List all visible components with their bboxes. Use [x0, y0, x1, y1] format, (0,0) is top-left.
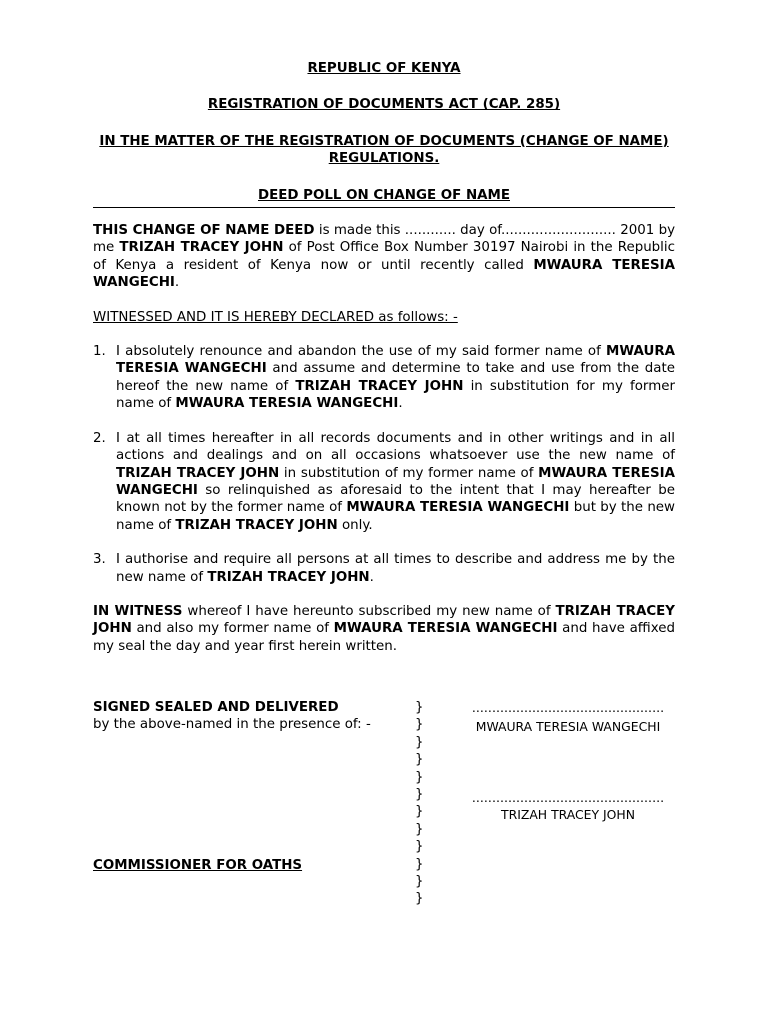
clause-bold-name: MWAURA TERESIA WANGECHI	[175, 396, 399, 412]
clause-list	[93, 343, 675, 586]
brace: }	[415, 821, 424, 837]
clause-bold-name: TRIZAH TRACEY JOHN	[116, 465, 280, 481]
intro-paragraph	[93, 222, 675, 292]
clause-bold-name: MWAURA TERESIA WANGECHI	[116, 465, 675, 498]
signature-block	[93, 699, 675, 919]
clause-text: .	[369, 569, 374, 585]
clause-2	[93, 430, 675, 534]
signature-line-new: ................................................	[471, 790, 665, 805]
brace: }	[415, 717, 424, 733]
commissioner-label: COMMISSIONER FOR OATHS	[93, 858, 303, 873]
brace: }	[415, 839, 424, 855]
clause-bold-name: TRIZAH TRACEY JOHN	[295, 378, 464, 394]
in-witness-text: and also my former name of	[131, 621, 334, 637]
brace-column	[415, 699, 424, 908]
brace: }	[415, 804, 424, 820]
brace: }	[415, 856, 424, 872]
in-witness-lead: IN WITNESS	[93, 603, 183, 619]
heading-rule	[93, 207, 675, 208]
signed-sealed-label: SIGNED SEALED AND DELIVERED	[93, 700, 339, 715]
signature-line-former: ................................................	[471, 700, 665, 715]
witnessed-declaration: WITNESSED AND IT IS HEREBY DECLARED as follows: -	[93, 309, 458, 325]
brace: }	[415, 891, 424, 907]
intro-text-3: .	[174, 275, 180, 291]
clause-number: 1.	[93, 344, 106, 360]
brace: }	[415, 700, 424, 715]
clause-text: in substitution for my former name of	[116, 378, 675, 412]
in-witness-paragraph	[93, 603, 675, 655]
in-witness-former-name: MWAURA TERESIA WANGECHI	[333, 621, 558, 637]
heading-deed-text: DEED POLL ON CHANGE OF NAME	[257, 187, 510, 203]
new-name-caption: TRIZAH TRACEY JOHN	[501, 807, 635, 822]
in-witness-new-name: TRIZAH TRACEY JOHN	[93, 603, 675, 637]
presence-label: by the above-named in the presence of: -	[93, 717, 371, 733]
brace: }	[415, 786, 424, 802]
intro-former-name: MWAURA TERESIA WANGECHI	[93, 257, 675, 291]
clause-1	[93, 343, 675, 413]
clause-number: 2.	[93, 430, 106, 446]
intro-lead: THIS CHANGE OF NAME DEED	[93, 223, 315, 239]
heading-deed	[93, 187, 675, 204]
in-witness-text: and have affixed my seal the day and year first herein written.	[93, 621, 675, 654]
clause-text: only.	[337, 517, 373, 533]
heading-republic: REPUBLIC OF KENYA	[307, 61, 461, 76]
clause-bold-name: TRIZAH TRACEY JOHN	[175, 517, 338, 533]
brace: }	[415, 734, 424, 750]
clause-text: I at all times hereafter in all records documents and in other writings and in all actions and dealings and on all occasions whatsoever use the new name of	[116, 430, 675, 464]
intro-new-name: TRIZAH TRACEY JOHN	[119, 240, 284, 256]
former-name-caption: MWAURA TERESIA WANGECHI	[475, 719, 661, 734]
clause-text: .	[398, 396, 403, 412]
heading-act: REGISTRATION OF DOCUMENTS ACT (CAP. 285)	[207, 97, 561, 113]
in-witness-text: whereof I have hereunto subscribed my new name of	[182, 603, 556, 619]
intro-text-1: is made this ............ day of........................... 2001 by me	[93, 223, 675, 256]
deed-document	[93, 60, 675, 655]
heading-matter: IN THE MATTER OF THE REGISTRATION OF DOCUMENTS (CHANGE OF NAME) REGULATIONS.	[99, 133, 669, 167]
clause-text: I authorise and require all persons at all times to describe and address me by the new name of	[116, 552, 675, 585]
clause-bold-name: MWAURA TERESIA WANGECHI	[346, 500, 570, 516]
clause-text: I absolutely renounce and abandon the use of my said former name of	[116, 344, 606, 360]
brace: }	[415, 873, 424, 889]
clause-bold-name: TRIZAH TRACEY JOHN	[207, 569, 370, 585]
clause-bold-name: MWAURA TERESIA WANGECHI	[116, 344, 675, 377]
clause-text: so relinquished as aforesaid to the intent that I may hereafter be known not by the former name of	[116, 482, 675, 516]
clause-text: in substitution of my former name of	[279, 465, 539, 481]
clause-3	[93, 551, 675, 586]
brace: }	[415, 769, 424, 785]
intro-text-2: of Post Office Box Number 30197 Nairobi in the Republic of Kenya a resident of Kenya now or until recently called	[93, 240, 675, 273]
clause-text: but by the new name of	[116, 500, 675, 533]
signature-labels	[93, 699, 371, 734]
clause-number: 3.	[93, 552, 106, 568]
clause-text: and assume and determine to take and use from the date hereof the new name of	[116, 361, 675, 394]
brace: }	[415, 752, 424, 768]
